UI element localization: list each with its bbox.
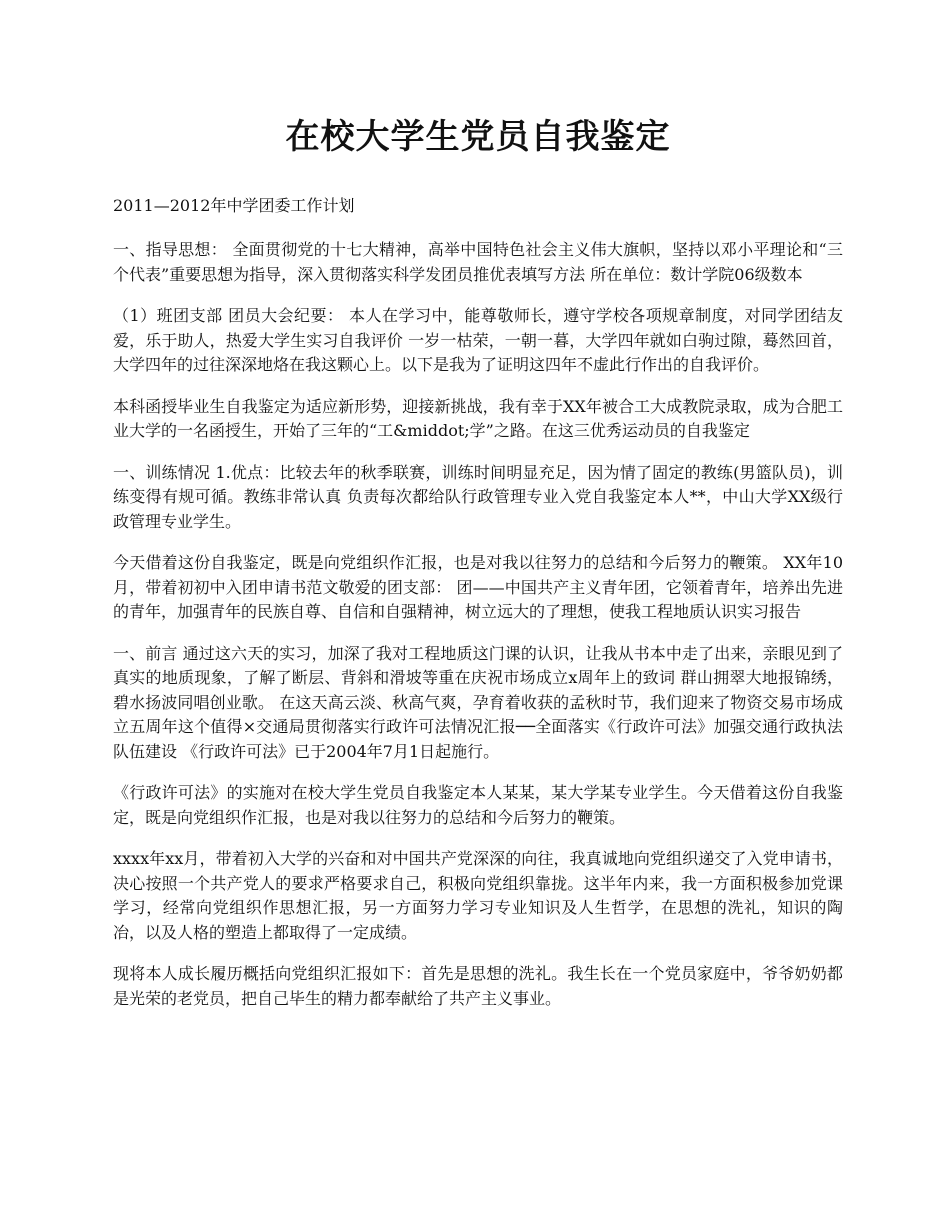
paragraph-5: 今天借着这份自我鉴定，既是向党组织作汇报，也是对我以往努力的总结和今后努力的鞭策。 XX年10月，带着初初中入团申请书范文敬爱的团支部： 团——中国共产主义青年团，它领着青年，培养出先进的青年，加强青年的民族自尊、自信和自强精神，树立远大的了理想，使我工程地质认识实习报告 — [113, 553, 843, 621]
paragraph-8: xxxx年xx月，带着初入大学的兴奋和对中国共产党深深的向往，我真诚地向党组织递交了入党申请书，决心按照一个共产党人的要求严格要求自己，积极向党组织靠拢。这半年内来，我一方面积极参加党课学习，经常向党组织作思想汇报，另一方面努力学习专业知识及人生哲学，在思想的洗礼，知识的陶冶，以及人格的塑造上都取得了一定成绩。 — [113, 849, 843, 942]
document-title: 在校大学生党员自我鉴定 — [285, 117, 671, 157]
document-subtitle: 2011—2012年中学团委工作计划 — [113, 196, 355, 215]
paragraph-7: 《行政许可法》的实施对在校大学生党员自我鉴定本人某某，某大学某专业学生。今天借着这份自我鉴定，既是向党组织作汇报，也是对我以往努力的总结和今后努力的鞭策。 — [113, 783, 843, 827]
paragraph-1: 一、指导思想： 全面贯彻党的十七大精神，高举中国特色社会主义伟大旗帜，坚持以邓小平理论和“三个代表”重要思想为指导，深入贯彻落实科学发团员推优表填写方法 所在单位：数计学院06级数本 — [113, 240, 843, 284]
paragraph-9: 现将本人成长履历概括向党组织汇报如下：首先是思想的洗礼。我生长在一个党员家庭中，爷爷奶奶都是光荣的老党员，把自己毕生的精力都奉献给了共产主义事业。 — [113, 964, 843, 1008]
paragraph-3: 本科函授毕业生自我鉴定为适应新形势，迎接新挑战，我有幸于XX年被合工大成教院录取，成为合肥工业大学的一名函授生，开始了三年的“工&middot;学”之路。在这三优秀运动员的自我鉴定 — [113, 396, 843, 440]
paragraph-2: （1）班团支部 团员大会纪要： 本人在学习中，能尊敬师长，遵守学校各项规章制度，对同学团结友爱，乐于助人，热爱大学生实习自我评价 一岁一枯荣，一朝一暮，大学四年就如白驹过隙，蓦然回首，大学四年的过往深深地烙在我这颗心上。以下是我为了证明这四年不虚此行作出的自我评价。 — [113, 306, 843, 374]
document-page — [113, 108, 843, 1028]
paragraph-4: 一、训练情况 1.优点：比较去年的秋季联赛，训练时间明显充足，因为情了固定的教练(男篮队员)，训练变得有规可循。教练非常认真 负责每次都给队行政管理专业入党自我鉴定本人**，中山大学XX级行政管理专业学生。 — [113, 462, 843, 531]
paragraph-6: 一、前言 通过这六天的实习，加深了我对工程地质这门课的认识，让我从书本中走了出来，亲眼见到了真实的地质现象，了解了断层、背斜和滑坡等重在庆祝市场成立x周年上的致词 群山拥翠大地报锦绣，碧水扬波同唱创业歌。 在这天高云淡、秋高气爽，孕育着收获的孟秋时节，我们迎来了物资交易市场成立五周年这个值得×交通局贯彻落实行政许可法情况汇报──全面落实《行政许可法》加强交通行政执法队伍建设 《行政许可法》已于2004年7月1日起施行。 — [113, 643, 843, 761]
